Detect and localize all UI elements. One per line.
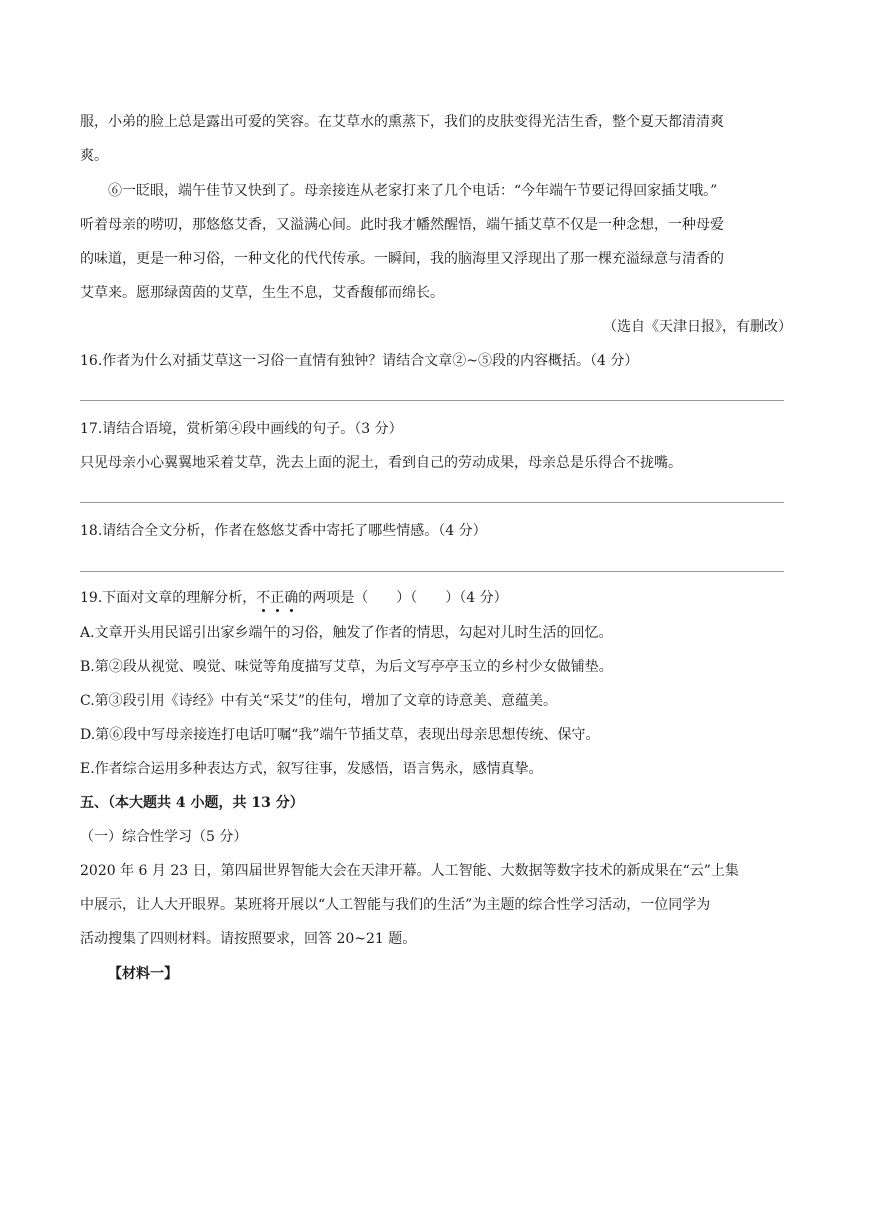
- question-18: 18.请结合全文分析，作者在悠悠艾香中寄托了哪些情感。（4 分）: [80, 523, 487, 539]
- section-intro-line: 活动搜集了四则材料。请按照要求，回答 20~21 题。: [80, 931, 417, 947]
- option-d: D.第⑥段中写母亲接连打电话叮嘱“我”端午节插艾草，表现出母亲思想传统、保守。: [80, 727, 600, 743]
- emphasis-dot-char: 不: [256, 590, 270, 606]
- question-19-prefix: 19.下面对文章的理解分析，: [80, 590, 257, 606]
- passage-source: （选自《天津日报》，有删改）: [603, 319, 792, 335]
- passage-line: 爽。: [80, 148, 108, 164]
- question-17: 17.请结合语境，赏析第④段中画线的句子。（3 分）: [80, 421, 403, 437]
- section-heading: 五、（本大题共 4 小题，共 13 分）: [80, 795, 304, 811]
- option-a: A.文章开头用民谣引出家乡端午的习俗，触发了作者的情思，勾起对儿时生活的回忆。: [80, 625, 613, 641]
- question-16: 16.作者为什么对插艾草这一习俗一直情有独钟？请结合文章②~⑤段的内容概括。（4 分）: [80, 353, 639, 369]
- emphasis-dot-char: 正: [270, 590, 284, 606]
- passage-paragraph-6: ⑥一眨眼，端午佳节又快到了。母亲接连从老家打来了几个电话：“今年端午节要记得回家插艾哦。”: [108, 183, 718, 199]
- section-intro-line: 中展示，让人大开眼界。某班将开展以“人工智能与我们的生活”为主题的综合性学习活动，一位同学为: [80, 897, 711, 913]
- option-e: E.作者综合运用多种表达方式，叙写往事，发感悟，语言隽永，感情真挚。: [80, 761, 543, 777]
- emphasis-dot-char: 确: [284, 590, 298, 606]
- passage-line: 艾草来。愿那绿茵茵的艾草，生生不息，艾香馥郁而绵长。: [80, 285, 444, 301]
- passage-line: 的味道，更是一种习俗，一种文化的代代传承。一瞬间，我的脑海里又浮现出了那一棵充溢绿意与清香的: [80, 251, 724, 267]
- section-intro-line: 2020 年 6 月 23 日，第四届世界智能大会在天津开幕。人工智能、大数据等数字技术的新成果在“云”上集: [80, 863, 739, 879]
- question-19-suffix: 的两项是（ ）（ ）（4 分）: [298, 590, 508, 606]
- passage-line: 听着母亲的唠叨，那悠悠艾香，又溢满心间。此时我才幡然醒悟，端午插艾草不仅是一种念想，一种母爱: [80, 217, 724, 233]
- subsection-heading: （一）综合性学习（5 分）: [80, 829, 248, 845]
- option-b: B.第②段从视觉、嗅觉、味觉等角度描写艾草，为后文写亭亭玉立的乡村少女做铺垫。: [80, 659, 613, 675]
- option-c: C.第③段引用《诗经》中有关“采艾”的佳句，增加了文章的诗意美、意蕴美。: [80, 693, 557, 709]
- question-17-quoted-sentence: 只见母亲小心翼翼地采着艾草，洗去上面的泥土，看到自己的劳动成果，母亲总是乐得合不拢嘴。: [80, 455, 682, 471]
- answer-line-16: [80, 400, 784, 401]
- question-19: [80, 588, 792, 608]
- passage-line: 服，小弟的脸上总是露出可爱的笑容。在艾草水的熏蒸下，我们的皮肤变得光洁生香，整个夏天都清清爽: [80, 114, 724, 130]
- answer-line-18: [80, 571, 784, 572]
- material-1-label: 【材料一】: [108, 966, 178, 982]
- answer-line-17: [80, 502, 784, 503]
